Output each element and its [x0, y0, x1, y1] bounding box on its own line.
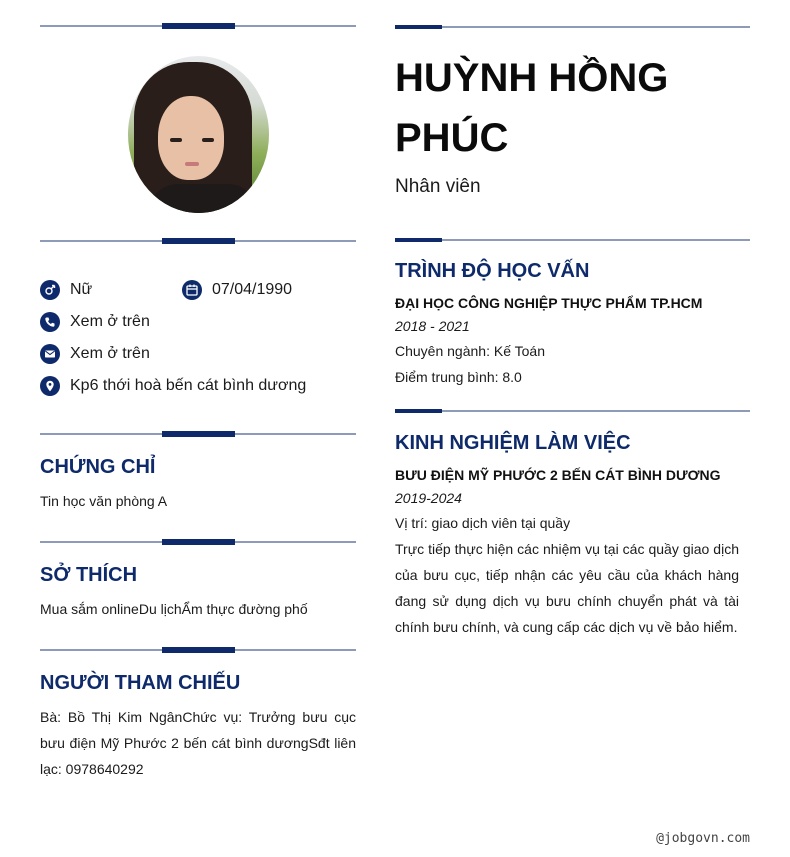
avatar — [128, 56, 269, 213]
divider-accent — [162, 431, 235, 437]
education-gpa: Điểm trung bình: 8.0 — [395, 369, 522, 385]
experience-position: Vị trí: giao dịch viên tại quầy — [395, 515, 571, 531]
job-title: Nhân viên — [395, 176, 481, 197]
divider-accent — [162, 647, 235, 653]
divider-experience — [395, 410, 750, 412]
experience-heading: KINH NGHIỆM LÀM VIỆC — [395, 432, 631, 454]
candidate-name: HUỲNH HỒNG PHÚC — [395, 56, 669, 160]
education-heading: TRÌNH ĐỘ HỌC VẤN — [395, 260, 590, 282]
divider-accent — [162, 238, 235, 244]
divider-references — [40, 649, 356, 651]
divider-top-right — [395, 26, 750, 28]
phone-icon — [40, 312, 60, 332]
references-heading: NGƯỜI THAM CHIẾU — [40, 672, 241, 694]
birthdate-value: 07/04/1990 — [212, 281, 293, 298]
certificates-heading: CHỨNG CHỈ — [40, 456, 156, 478]
divider-certificates — [40, 433, 356, 435]
education-period: 2018 - 2021 — [395, 318, 470, 334]
divider-accent — [395, 409, 442, 413]
hobbies-heading: SỞ THÍCH — [40, 564, 138, 586]
divider-accent — [162, 23, 235, 29]
certificates-content: Tin học văn phòng A — [40, 493, 168, 509]
watermark: @jobgovn.com — [656, 831, 750, 846]
experience-company: BƯU ĐIỆN MỸ PHƯỚC 2 BẾN CÁT BÌNH DƯƠNG — [395, 467, 721, 483]
phone-row — [40, 312, 150, 332]
experience-description: Trực tiếp thực hiện các nhiệm vụ tại các quầy giao dịch của bưu cục, tiếp nhận các yêu cầu của khách hàng đang sử dụng dịch vụ bưu chính chuyển phát và tài chính bưu chính, và cung cấp các dịch vụ về bảo hiểm. — [395, 541, 739, 635]
email-value: Xem ở trên — [70, 345, 150, 362]
references-content: Bà: Bồ Thị Kim NgânChức vụ: Trưởng bưu cục bưu điện Mỹ Phước 2 bến cát bình dươngSđt liên lạc: 0978640292 — [40, 709, 356, 777]
divider-accent — [162, 539, 235, 545]
calendar-icon — [182, 280, 202, 300]
gender-icon — [40, 280, 60, 300]
address-value: Kp6 thới hoà bến cát bình dương — [70, 377, 307, 394]
education-school: ĐẠI HỌC CÔNG NGHIỆP THỰC PHẨM TP.HCM — [395, 295, 703, 311]
email-row — [40, 344, 150, 364]
education-major: Chuyên ngành: Kế Toán — [395, 343, 545, 359]
birthdate-row — [182, 280, 292, 300]
experience-period: 2019-2024 — [395, 490, 462, 506]
divider-education — [395, 239, 750, 241]
gender-row — [40, 280, 92, 300]
email-icon — [40, 344, 60, 364]
divider-accent — [395, 238, 442, 242]
gender-value: Nữ — [70, 281, 93, 298]
divider-accent — [395, 25, 442, 29]
phone-value: Xem ở trên — [70, 313, 150, 330]
hobbies-content: Mua sắm onlineDu lịchẨm thực đường phố — [40, 601, 308, 617]
divider-top-left — [40, 25, 356, 27]
divider-avatar-bottom — [40, 240, 356, 242]
divider-hobbies — [40, 541, 356, 543]
address-row — [40, 376, 306, 396]
location-pin-icon — [40, 376, 60, 396]
